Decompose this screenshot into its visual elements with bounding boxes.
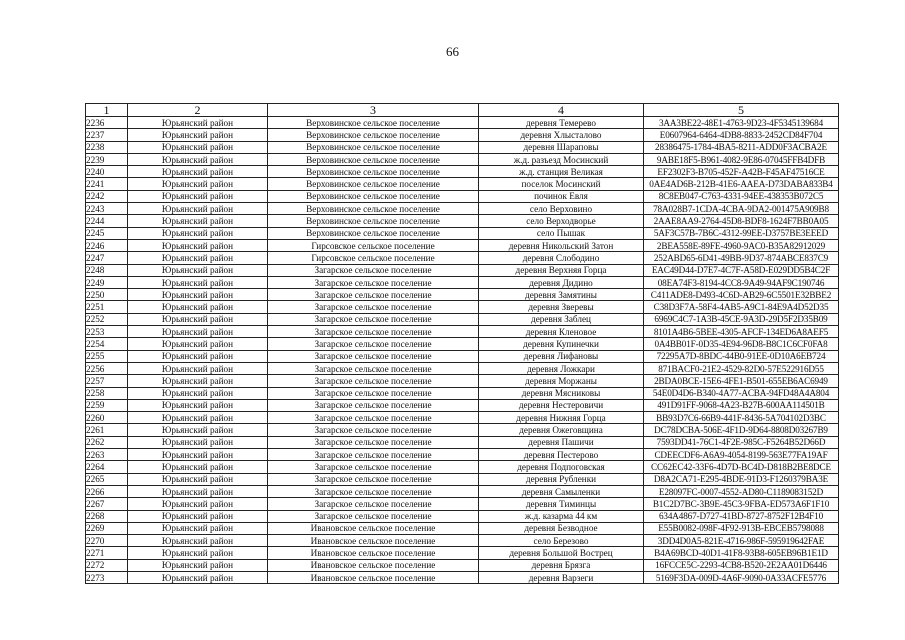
settlement-cell: Ивановское сельское поселение [268,559,479,571]
guid-cell: 2BDA0BCE-15E6-4FE1-B501-655EB6AC6949 [644,375,839,387]
table-row [86,190,839,202]
locality-cell: деревня Нестеровичи [479,399,644,411]
guid-cell: B4A69BCD-40D1-41F8-93B8-605EB96B1E1D [644,547,839,559]
settlement-cell: Загарское сельское поселение [268,301,479,313]
settlement-cell: Гирсовское сельское поселение [268,252,479,264]
district-cell: Юрьянский район [128,129,268,141]
settlement-cell: Верховинское сельское поселение [268,178,479,190]
district-cell: Юрьянский район [128,362,268,374]
district-cell: Юрьянский район [128,117,268,129]
table-row [86,449,839,461]
locality-cell: село Верховино [479,203,644,215]
locality-cell: деревня Подпоговская [479,461,644,473]
locality-cell: ж.д. казарма 44 км [479,510,644,522]
locality-cell: деревня Никольский Затон [479,239,644,251]
locality-cell: деревня Пестерово [479,449,644,461]
district-cell: Юрьянский район [128,239,268,251]
table-row [86,510,839,522]
locality-cell: деревня Шараповы [479,141,644,153]
district-cell: Юрьянский район [128,424,268,436]
table-row [86,141,839,153]
row-number-cell: 2266 [86,485,128,497]
settlement-cell: Загарское сельское поселение [268,436,479,448]
row-number-cell: 2264 [86,461,128,473]
row-number-cell: 2244 [86,215,128,227]
locality-cell: деревня Ожеговщина [479,424,644,436]
settlement-cell: Верховинское сельское поселение [268,166,479,178]
locality-cell: деревня Тиминцы [479,498,644,510]
settlement-cell: Ивановское сельское поселение [268,571,479,583]
table-row [86,178,839,190]
table-row [86,461,839,473]
table-row [86,239,839,251]
row-number-cell: 2245 [86,227,128,239]
settlement-cell: Верховинское сельское поселение [268,117,479,129]
guid-cell: 5169F3DA-009D-4A6F-9090-0A33ACFE5776 [644,571,839,583]
locality-cell: деревня Дидино [479,276,644,288]
guid-cell: B1C2D7BC-3B9E-45C3-9FBA-ED573A6F1F10 [644,498,839,510]
district-cell: Юрьянский район [128,141,268,153]
table-row [86,571,839,583]
district-cell: Юрьянский район [128,326,268,338]
settlement-cell: Верховинское сельское поселение [268,203,479,215]
table-row [86,473,839,485]
locality-cell: деревня Самыленки [479,485,644,497]
locality-cell: деревня Ложкари [479,362,644,374]
locality-cell: село Березово [479,535,644,547]
guid-cell: 0AE4AD6B-212B-41E6-AAEA-D73DABA833B4 [644,178,839,190]
guid-cell: 634A4867-D727-41BD-8727-8752F12B4F10 [644,510,839,522]
district-cell: Юрьянский район [128,289,268,301]
district-cell: Юрьянский район [128,436,268,448]
guid-cell: 2AAE8AA9-2764-45D8-BDF8-1624F7BB0A05 [644,215,839,227]
guid-cell: 871BACF0-21E2-4529-82D0-57E522916D55 [644,362,839,374]
row-number-cell: 2255 [86,350,128,362]
guid-cell: BB93D7C6-66B9-441F-8436-5A704102D3BC [644,412,839,424]
row-number-cell: 2256 [86,362,128,374]
table-row [86,485,839,497]
settlement-cell: Загарское сельское поселение [268,387,479,399]
row-number-cell: 2243 [86,203,128,215]
settlement-cell: Загарское сельское поселение [268,350,479,362]
row-number-cell: 2246 [86,239,128,251]
settlement-cell: Ивановское сельское поселение [268,535,479,547]
table-row [86,387,839,399]
district-cell: Юрьянский район [128,461,268,473]
locality-cell: деревня Лифановы [479,350,644,362]
locality-cell: деревня Слободино [479,252,644,264]
table-row [86,289,839,301]
locality-cell: деревня Купинечки [479,338,644,350]
guid-cell: 6969C4C7-1A3B-45CE-9A3D-29D5F2D35B09 [644,313,839,325]
table-row [86,129,839,141]
guid-cell: CDEECDF6-A6A9-4054-8199-563E77FA19AF [644,449,839,461]
district-cell: Юрьянский район [128,338,268,350]
column-header: 4 [479,104,644,117]
row-number-cell: 2253 [86,326,128,338]
table-row [86,535,839,547]
row-number-cell: 2250 [86,289,128,301]
settlement-cell: Верховинское сельское поселение [268,141,479,153]
guid-cell: 54E0D4D6-B340-4A77-ACBA-94FD48A4A804 [644,387,839,399]
locality-cell: деревня Нижняя Горца [479,412,644,424]
locality-cell: деревня Мясниковы [479,387,644,399]
table-row [86,166,839,178]
table-row [86,498,839,510]
settlement-cell: Загарское сельское поселение [268,362,479,374]
row-number-cell: 2265 [86,473,128,485]
table-row [86,547,839,559]
locality-cell: деревня Моржаны [479,375,644,387]
settlement-cell: Гирсовское сельское поселение [268,239,479,251]
locality-cell: деревня Рубленки [479,473,644,485]
locality-cell: село Верходворье [479,215,644,227]
settlement-cell: Загарское сельское поселение [268,498,479,510]
table-row [86,301,839,313]
row-number-cell: 2267 [86,498,128,510]
settlement-cell: Загарское сельское поселение [268,461,479,473]
row-number-cell: 2262 [86,436,128,448]
settlements-table [85,103,839,584]
locality-cell: деревня Безводное [479,522,644,534]
guid-cell: 28386475-1784-4BA5-8211-ADD0F3ACBA2E [644,141,839,153]
district-cell: Юрьянский район [128,264,268,276]
row-number-cell: 2242 [86,190,128,202]
guid-cell: EAC49D44-D7E7-4C7F-A58D-E029DD5B4C2F [644,264,839,276]
page-number: 66 [446,44,459,59]
guid-cell: 9ABE18F5-B961-4082-9E86-07045FFB4DFB [644,153,839,165]
district-cell: Юрьянский район [128,547,268,559]
settlement-cell: Верховинское сельское поселение [268,227,479,239]
locality-cell: деревня Большой Вострец [479,547,644,559]
settlement-cell: Загарское сельское поселение [268,264,479,276]
locality-cell: деревня Кленовое [479,326,644,338]
locality-cell: деревня Замятины [479,289,644,301]
row-number-cell: 2251 [86,301,128,313]
guid-cell: 3DD4D0A5-821E-4716-986F-595919642FAE [644,535,839,547]
row-number-cell: 2238 [86,141,128,153]
settlement-cell: Ивановское сельское поселение [268,547,479,559]
district-cell: Юрьянский район [128,203,268,215]
settlement-cell: Загарское сельское поселение [268,276,479,288]
guid-cell: C411ADE8-D493-4C6D-AB29-6C5501E32BBE2 [644,289,839,301]
district-cell: Юрьянский район [128,559,268,571]
guid-cell: E55B0082-098F-4F92-913B-EBCEB5798088 [644,522,839,534]
settlement-cell: Загарское сельское поселение [268,338,479,350]
guid-cell: 78A028B7-1CDA-4CBA-9DA2-001475A909B8 [644,203,839,215]
guid-cell: E28097FC-0007-4552-AD80-C1189083152D [644,485,839,497]
settlement-cell: Загарское сельское поселение [268,424,479,436]
settlement-cell: Загарское сельское поселение [268,289,479,301]
row-number-cell: 2271 [86,547,128,559]
table-row [86,362,839,374]
row-number-cell: 2236 [86,117,128,129]
table-row [86,276,839,288]
row-number-cell: 2260 [86,412,128,424]
row-number-cell: 2258 [86,387,128,399]
district-cell: Юрьянский район [128,153,268,165]
table-row [86,203,839,215]
row-number-cell: 2241 [86,178,128,190]
settlement-cell: Загарское сельское поселение [268,412,479,424]
guid-cell: 491D91FF-9068-4A23-B27B-600AA114501B [644,399,839,411]
column-header: 3 [268,104,479,117]
row-number-cell: 2263 [86,449,128,461]
column-header: 5 [644,104,839,117]
guid-cell: D8A2CA71-E295-4BDE-91D3-F1260379BA3E [644,473,839,485]
district-cell: Юрьянский район [128,449,268,461]
guid-cell: 8C8EB047-C763-4331-94EE-438353B072C5 [644,190,839,202]
guid-cell: 5AF3C57B-7B6C-4312-99EE-D3757BE3EEED [644,227,839,239]
header-row [86,104,839,117]
table-row [86,215,839,227]
district-cell: Юрьянский район [128,387,268,399]
locality-cell: деревня Хлысталово [479,129,644,141]
guid-cell: C38D3F7A-58F4-4AB5-A9C1-84E9A4D52D35 [644,301,839,313]
locality-cell: деревня Зверевы [479,301,644,313]
settlement-cell: Загарское сельское поселение [268,313,479,325]
settlement-cell: Ивановское сельское поселение [268,522,479,534]
settlement-cell: Загарское сельское поселение [268,449,479,461]
guid-cell: 2BEA558E-89FE-4960-9AC0-B35A82912029 [644,239,839,251]
table-row [86,338,839,350]
table-row [86,559,839,571]
table-row [86,264,839,276]
district-cell: Юрьянский район [128,375,268,387]
table-row [86,412,839,424]
guid-cell: EF2302F3-B705-452F-A42B-F45AF47516CE [644,166,839,178]
locality-cell: деревня Брязга [479,559,644,571]
district-cell: Юрьянский район [128,313,268,325]
row-number-cell: 2239 [86,153,128,165]
guid-cell: DC78DCBA-506E-4F1D-9D64-8808D03267B9 [644,424,839,436]
row-number-cell: 2257 [86,375,128,387]
district-cell: Юрьянский район [128,190,268,202]
settlement-cell: Верховинское сельское поселение [268,129,479,141]
table-row [86,252,839,264]
table-row [86,227,839,239]
table-row [86,153,839,165]
table-row [86,436,839,448]
settlement-cell: Загарское сельское поселение [268,326,479,338]
guid-cell: 3AA3BE22-48E1-4763-9D23-4F5345139684 [644,117,839,129]
district-cell: Юрьянский район [128,473,268,485]
table-row [86,350,839,362]
settlement-cell: Верховинское сельское поселение [268,190,479,202]
guid-cell: 16FCCE5C-2293-4CB8-B520-2E2AA01D6446 [644,559,839,571]
district-cell: Юрьянский район [128,215,268,227]
settlement-cell: Загарское сельское поселение [268,375,479,387]
district-cell: Юрьянский район [128,522,268,534]
district-cell: Юрьянский район [128,510,268,522]
row-number-cell: 2268 [86,510,128,522]
row-number-cell: 2270 [86,535,128,547]
settlement-cell: Загарское сельское поселение [268,399,479,411]
settlement-cell: Загарское сельское поселение [268,473,479,485]
row-number-cell: 2248 [86,264,128,276]
row-number-cell: 2272 [86,559,128,571]
row-number-cell: 2259 [86,399,128,411]
locality-cell: поселок Мосинский [479,178,644,190]
guid-cell: E0607964-6464-4DB8-8833-2452CD84F704 [644,129,839,141]
district-cell: Юрьянский район [128,178,268,190]
row-number-cell: 2252 [86,313,128,325]
table-body [86,117,839,584]
table-row [86,326,839,338]
settlement-cell: Загарское сельское поселение [268,485,479,497]
guid-cell: 7593DD41-76C1-4F2E-985C-F5264B52D66D [644,436,839,448]
locality-cell: деревня Пашичи [479,436,644,448]
district-cell: Юрьянский район [128,571,268,583]
guid-cell: 0A4BB01F-0D35-4E94-96D8-B8C1C6CF0FA8 [644,338,839,350]
guid-cell: 252ABD65-6D41-49BB-9D37-874ABCE837C9 [644,252,839,264]
locality-cell: деревня Варзеги [479,571,644,583]
row-number-cell: 2273 [86,571,128,583]
table-header [86,104,839,117]
column-header: 1 [86,104,128,117]
locality-cell: деревня Верхняя Горца [479,264,644,276]
table-row [86,117,839,129]
district-cell: Юрьянский район [128,535,268,547]
district-cell: Юрьянский район [128,166,268,178]
district-cell: Юрьянский район [128,350,268,362]
column-header: 2 [128,104,268,117]
settlement-cell: Верховинское сельское поселение [268,215,479,227]
row-number-cell: 2240 [86,166,128,178]
row-number-cell: 2261 [86,424,128,436]
settlement-cell: Верховинское сельское поселение [268,153,479,165]
district-cell: Юрьянский район [128,498,268,510]
row-number-cell: 2247 [86,252,128,264]
district-cell: Юрьянский район [128,399,268,411]
locality-cell: село Пышак [479,227,644,239]
row-number-cell: 2254 [86,338,128,350]
locality-cell: ж.д. разъезд Мосинский [479,153,644,165]
locality-cell: деревня Заблец [479,313,644,325]
row-number-cell: 2249 [86,276,128,288]
table-row [86,399,839,411]
district-cell: Юрьянский район [128,227,268,239]
guid-cell: 72295A7D-8BDC-44B0-91EE-0D10A6EB724 [644,350,839,362]
district-cell: Юрьянский район [128,276,268,288]
district-cell: Юрьянский район [128,485,268,497]
guid-cell: 08EA74F3-8194-4CC8-9A49-94AF9C190746 [644,276,839,288]
guid-cell: 8101A4B6-5BEE-4305-AFCF-134ED6A8AEF5 [644,326,839,338]
locality-cell: ж.д. станция Великая [479,166,644,178]
row-number-cell: 2237 [86,129,128,141]
locality-cell: починок Евля [479,190,644,202]
locality-cell: деревня Темерево [479,117,644,129]
district-cell: Юрьянский район [128,301,268,313]
guid-cell: CC62EC42-33F6-4D7D-BC4D-D818B2BE8DCE [644,461,839,473]
district-cell: Юрьянский район [128,252,268,264]
table-row [86,313,839,325]
table-row [86,522,839,534]
table-row [86,424,839,436]
settlement-cell: Загарское сельское поселение [268,510,479,522]
district-cell: Юрьянский район [128,412,268,424]
table-row [86,375,839,387]
row-number-cell: 2269 [86,522,128,534]
